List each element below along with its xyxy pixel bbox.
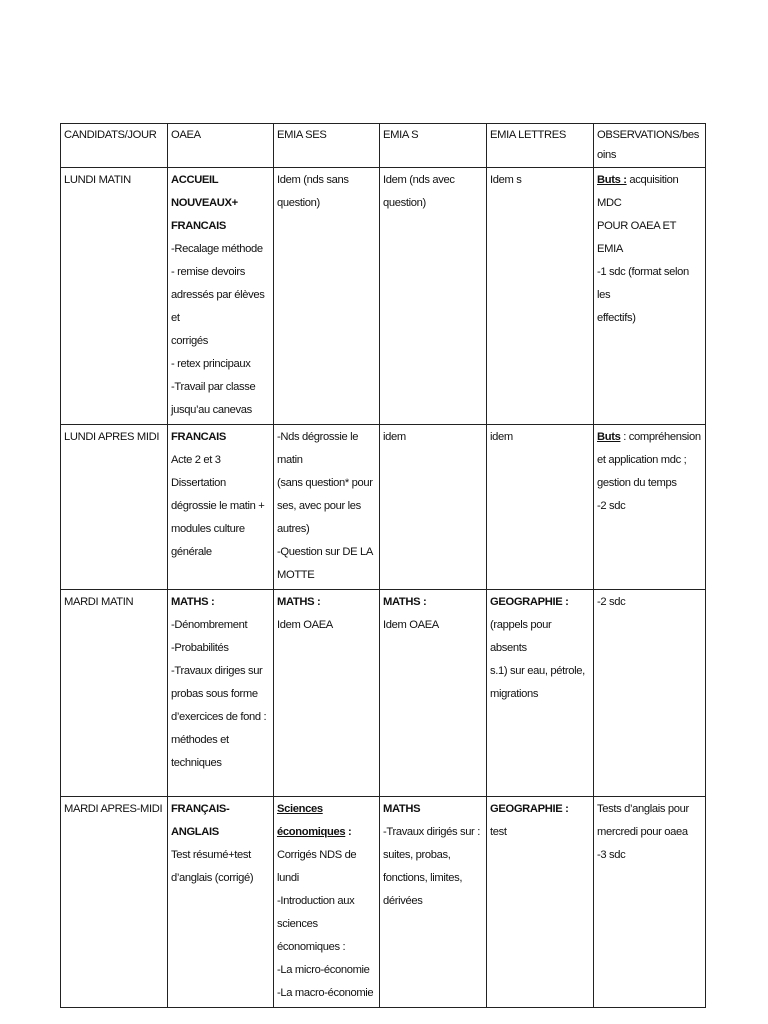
cell-line: Corrigés NDS de lundi <box>277 849 357 884</box>
cell-line: - retex principaux <box>171 358 251 370</box>
observations-cell <box>594 797 706 1008</box>
cell-line: d’exercices de fond : <box>171 711 267 723</box>
cell-line: Acte 2 et 3 Dissertation <box>171 454 226 489</box>
cell-line <box>597 426 702 449</box>
day-cell <box>61 797 168 1008</box>
cell-text: : <box>345 826 352 838</box>
cell-line: corrigés <box>171 335 208 347</box>
table-row <box>61 425 706 590</box>
cell-line: FRANCAIS <box>171 431 227 443</box>
emia-s-cell <box>380 797 487 1008</box>
cell-line: -1 sdc (format selon les <box>597 266 689 301</box>
cell-line: GEOGRAPHIE : <box>490 596 569 608</box>
cell-line: FRANÇAIS-ANGLAIS <box>171 803 230 838</box>
cell-line: Tests d’anglais pour <box>597 803 689 815</box>
cell-line: MATHS : <box>383 596 427 608</box>
day-cell <box>61 590 168 797</box>
cell-line: s.1) sur eau, pétrole, <box>490 665 585 677</box>
header-emia-ses: EMIA SES <box>274 124 380 168</box>
cell-line: dégrossie le matin + <box>171 500 265 512</box>
cell-line: mercredi pour oaea <box>597 826 688 838</box>
cell-line: MATHS <box>383 803 421 815</box>
emia-ses-cell <box>274 168 380 425</box>
cell-line: Idem s <box>490 174 522 186</box>
emia-lettres-cell <box>487 797 594 1008</box>
cell-line: probas sous forme <box>171 688 258 700</box>
emia-lettres-cell <box>487 590 594 797</box>
table-row <box>61 797 706 1008</box>
header-oaea: OAEA <box>168 124 274 168</box>
cell-line: -Travail par classe <box>171 381 256 393</box>
cell-line: méthodes et <box>171 734 229 746</box>
emia-lettres-cell <box>487 168 594 425</box>
day-label: MARDI MATIN <box>64 596 134 608</box>
cell-line: adressés par élèves et <box>171 289 265 324</box>
buts-text: : compréhension <box>620 431 701 443</box>
cell-line: -Introduction aux <box>277 895 355 907</box>
day-label: MARDI APRES-MIDI <box>64 803 163 815</box>
cell-line: idem <box>490 431 513 443</box>
cell-text: économiques <box>277 826 346 838</box>
header-row <box>61 124 706 168</box>
emia-ses-cell <box>274 425 380 590</box>
schedule-table <box>60 123 706 1008</box>
cell-line: - remise devoirs <box>171 266 245 278</box>
emia-ses-cell <box>274 590 380 797</box>
cell-line: Idem (nds avec <box>383 174 455 186</box>
cell-line: POUR OAEA ET EMIA <box>597 220 676 255</box>
emia-ses-cell <box>274 797 380 1008</box>
cell-line: -Travaux dirigés sur : <box>383 826 480 838</box>
cell-line: autres) <box>277 523 310 535</box>
cell-line: sciences économiques : <box>277 918 346 953</box>
emia-s-cell <box>380 590 487 797</box>
oaea-cell <box>168 168 274 425</box>
oaea-cell <box>168 797 274 1008</box>
cell-line: Test résumé+test <box>171 849 251 861</box>
observations-cell <box>594 168 706 425</box>
cell-line: Idem OAEA <box>277 619 333 631</box>
cell-line: test <box>490 826 507 838</box>
cell-line: ses, avec pour les <box>277 500 361 512</box>
emia-s-cell <box>380 425 487 590</box>
cell-line: MOTTE <box>277 569 315 581</box>
cell-line: MATHS : <box>277 596 321 608</box>
cell-line: d’anglais (corrigé) <box>171 872 254 884</box>
cell-line: techniques <box>171 757 222 769</box>
cell-line: -3 sdc <box>597 849 626 861</box>
observations-cell <box>594 590 706 797</box>
emia-lettres-cell <box>487 425 594 590</box>
cell-line <box>597 169 702 215</box>
cell-line: générale <box>171 546 212 558</box>
cell-line: question) <box>383 197 426 209</box>
cell-line: -La micro-économie <box>277 964 370 976</box>
table-row <box>61 590 706 797</box>
cell-line: idem <box>383 431 406 443</box>
cell-line: -Recalage méthode <box>171 243 263 255</box>
cell-line: et application mdc ; <box>597 454 687 466</box>
header-emia-s: EMIA S <box>380 124 487 168</box>
cell-line: effectifs) <box>597 312 636 324</box>
cell-line: -La macro-économie <box>277 987 374 999</box>
cell-line: -2 sdc <box>597 596 626 608</box>
cell-line: Idem (nds sans <box>277 174 349 186</box>
cell-line: MATHS : <box>171 596 215 608</box>
day-label: LUNDI MATIN <box>64 174 131 186</box>
cell-line: FRANCAIS <box>171 220 227 232</box>
cell-line <box>277 821 376 844</box>
day-cell <box>61 425 168 590</box>
cell-line: dérivées <box>383 895 423 907</box>
observations-cell <box>594 425 706 590</box>
header-observations: OBSERVATIONS/besoins <box>594 124 706 168</box>
table-row <box>61 168 706 425</box>
cell-line: -2 sdc <box>597 500 626 512</box>
cell-line: Sciences <box>277 803 323 815</box>
cell-line: -Probabilités <box>171 642 229 654</box>
emia-s-cell <box>380 168 487 425</box>
day-label: LUNDI APRES MIDI <box>64 431 160 443</box>
buts-label: Buts <box>597 431 621 443</box>
oaea-cell <box>168 425 274 590</box>
header-candidats-jour: CANDIDATS/JOUR <box>61 124 168 168</box>
cell-line: gestion du temps <box>597 477 677 489</box>
buts-text: acquisition MDC <box>597 174 679 209</box>
cell-line: migrations <box>490 688 539 700</box>
cell-line: ACCUEIL NOUVEAUX+ <box>171 174 238 209</box>
cell-line: (rappels pour absents <box>490 619 552 654</box>
cell-line: jusqu’au canevas <box>171 404 252 416</box>
cell-line: -Dénombrement <box>171 619 248 631</box>
header-emia-lettres: EMIA LETTRES <box>487 124 594 168</box>
cell-line: -Question sur DE LA <box>277 546 373 558</box>
cell-line: question) <box>277 197 320 209</box>
cell-line: Idem OAEA <box>383 619 439 631</box>
cell-line: -Nds dégrossie le matin <box>277 431 359 466</box>
oaea-cell <box>168 590 274 797</box>
cell-line: -Travaux diriges sur <box>171 665 263 677</box>
cell-line: (sans question* pour <box>277 477 373 489</box>
cell-line: fonctions, limites, <box>383 872 463 884</box>
cell-line: suites, probas, <box>383 849 451 861</box>
day-cell <box>61 168 168 425</box>
buts-label: Buts : <box>597 174 627 186</box>
cell-line: modules culture <box>171 523 245 535</box>
cell-line: GEOGRAPHIE : <box>490 803 569 815</box>
